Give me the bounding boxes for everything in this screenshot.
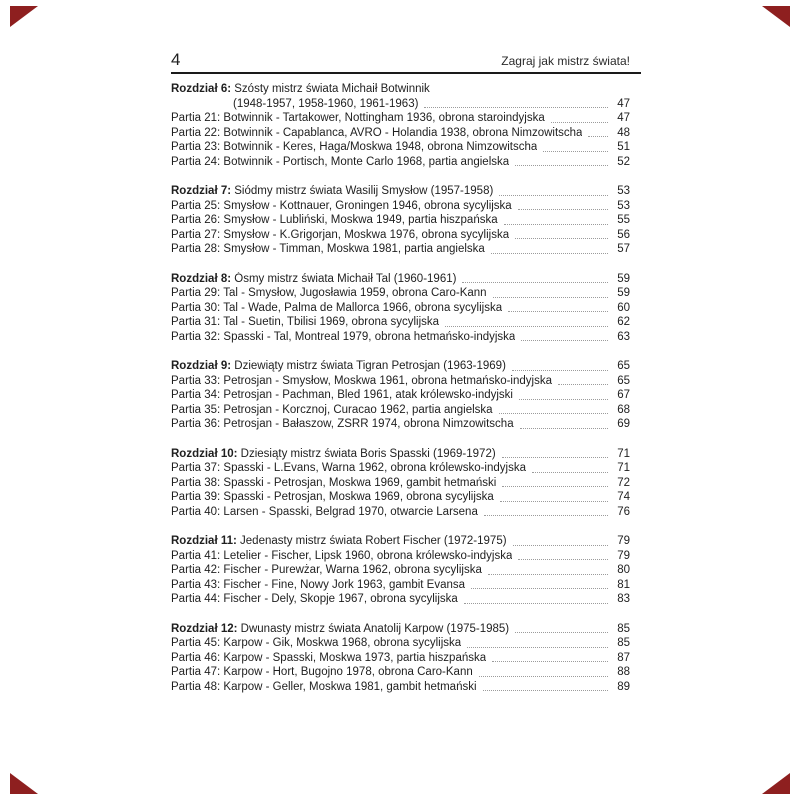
toc-entry [171, 665, 641, 680]
page-ref: 47 [617, 97, 630, 110]
dotted-leader [515, 155, 608, 167]
page-ref: 85 [617, 622, 630, 635]
toc-entry [171, 155, 641, 170]
page-ref: 47 [617, 112, 630, 124]
page-ref: 74 [617, 491, 630, 503]
dotted-leader [515, 228, 608, 240]
toc-entry-text: Partia 23: Botwinnik - Keres, Haga/Moskwa 1948, obrona Nimzowitscha [171, 141, 538, 153]
toc-entry [171, 476, 641, 491]
dotted-leader [424, 97, 608, 109]
toc-chapter-text: Rozdział 8: Ósmy mistrz świata Michaił Tal (1960-1961) [171, 272, 457, 285]
toc-entry [171, 140, 641, 155]
page-ref: 87 [617, 651, 630, 664]
dotted-leader [483, 680, 608, 692]
page-ref: 59 [617, 272, 630, 285]
toc-chapter-text: Rozdział 6: Szósty mistrz świata Michaił Botwinnik [171, 83, 430, 95]
corner-crop-mark-top-right [762, 6, 790, 27]
toc-entry [171, 490, 641, 505]
dotted-leader [532, 461, 608, 473]
dotted-leader [558, 374, 608, 386]
dotted-leader [502, 476, 608, 488]
page-ref: 65 [617, 374, 630, 387]
dotted-leader [513, 534, 608, 546]
toc-chapter-text: Rozdział 7: Siódmy mistrz świata Wasilij Smysłow (1957-1958) [171, 185, 494, 197]
dotted-leader [518, 549, 608, 561]
toc-entry [171, 301, 641, 316]
dotted-leader [484, 505, 608, 517]
page-header [171, 51, 641, 69]
page-ref: 68 [617, 403, 630, 416]
toc-entry-text: Partia 28: Smysłow - Timman, Moskwa 1981, partia angielska [171, 243, 485, 255]
toc-entry-text: Partia 29: Tal - Smysłow, Jugosławia 1959, obrona Caro-Kann [171, 287, 487, 299]
toc-entry [171, 388, 641, 403]
page-ref: 85 [617, 637, 630, 649]
toc-section [171, 184, 641, 257]
toc-entry [171, 461, 641, 476]
page-ref: 79 [617, 549, 630, 562]
table-of-contents [171, 82, 641, 694]
toc-section [171, 622, 641, 695]
page-ref: 81 [617, 578, 630, 591]
dotted-leader [518, 199, 608, 211]
dotted-leader [508, 301, 608, 313]
toc-entry-text: Partia 39: Spasski - Petrosjan, Moskwa 1969, obrona sycylijska [171, 491, 494, 503]
toc-entry [171, 505, 641, 520]
page-ref: 79 [617, 535, 630, 547]
page-ref: 63 [617, 330, 630, 343]
toc-entry-text: Partia 27: Smysłow - K.Grigorjan, Moskwa 1976, obrona sycylijska [171, 228, 510, 241]
page-ref: 51 [617, 141, 630, 153]
toc-entry-text: Partia 41: Letelier - Fischer, Lipsk 1960, obrona królewsko-indyjska [171, 549, 513, 562]
dotted-leader [462, 272, 608, 284]
toc-entry-text: Partia 26: Smysłow - Lubliński, Moskwa 1949, partia hiszpańska [171, 214, 498, 226]
toc-entry-text: Partia 30: Tal - Wade, Palma de Mallorca 1966, obrona sycylijska [171, 301, 503, 314]
page-ref: 52 [617, 155, 630, 168]
toc-entry [171, 330, 641, 345]
toc-entry-text: Partia 42: Fischer - Purewżar, Warna 1962, obrona sycylijska [171, 564, 482, 576]
toc-chapter [171, 534, 641, 549]
page-content [171, 51, 641, 694]
toc-chapter [171, 622, 641, 637]
dotted-leader [519, 388, 608, 400]
page-ref: 55 [617, 214, 630, 226]
toc-entry [171, 680, 641, 695]
toc-section [171, 272, 641, 345]
page-ref: 76 [617, 505, 630, 518]
toc-entry [171, 213, 641, 228]
dotted-leader [464, 592, 608, 604]
toc-entry-text: Partia 22: Botwinnik - Capablanca, AVRO - Holandia 1938, obrona Nimzowitscha [171, 126, 583, 139]
toc-entry [171, 651, 641, 666]
toc-entry [171, 242, 641, 257]
dotted-leader [488, 563, 608, 575]
toc-entry [171, 111, 641, 126]
dotted-leader [588, 126, 608, 138]
toc-entry-text: Partia 31: Tal - Suetin, Tbilisi 1969, obrona sycylijska [171, 316, 440, 328]
dotted-leader [502, 447, 608, 459]
corner-crop-mark-bottom-right [762, 773, 790, 794]
page-ref: 67 [617, 389, 630, 401]
toc-entry [171, 199, 641, 214]
running-title: Zagraj jak mistrz świata! [501, 54, 630, 68]
dotted-leader [504, 213, 608, 225]
toc-entry [171, 417, 641, 432]
page-ref: 53 [617, 185, 630, 197]
page-ref: 83 [617, 593, 630, 605]
page-ref: 80 [617, 564, 630, 576]
page-ref: 89 [617, 680, 630, 693]
toc-entry-text: Partia 44: Fischer - Dely, Skopje 1967, obrona sycylijska [171, 593, 458, 605]
corner-crop-mark-bottom-left [10, 773, 38, 794]
page-ref: 59 [617, 287, 630, 299]
toc-chapter-text: Rozdział 12: Dwunasty mistrz świata Anatolij Karpow (1975-1985) [171, 622, 510, 635]
toc-entry-text: Partia 34: Petrosjan - Pachman, Bled 1961, atak królewsko-indyjski [171, 389, 513, 401]
toc-section [171, 82, 641, 169]
toc-entry-text: Partia 37: Spasski - L.Evans, Warna 1962, obrona królewsko-indyjska [171, 462, 526, 474]
page-ref: 72 [617, 476, 630, 489]
toc-chapter [171, 359, 641, 374]
toc-entry [171, 549, 641, 564]
toc-entry-text: Partia 47: Karpow - Hort, Bugojno 1978, obrona Caro-Kann [171, 666, 473, 678]
page-ref: 57 [617, 243, 630, 255]
dotted-leader [520, 417, 608, 429]
toc-chapter [171, 184, 641, 199]
page-ref: 69 [617, 418, 630, 430]
page-ref: 48 [617, 126, 630, 139]
dotted-leader [467, 636, 608, 648]
dotted-leader [479, 665, 608, 677]
page-ref: 60 [617, 301, 630, 314]
toc-entry [171, 126, 641, 141]
toc-chapter-text: Rozdział 11: Jedenasty mistrz świata Robert Fischer (1972-1975) [171, 535, 507, 547]
toc-section [171, 447, 641, 520]
page-ref: 88 [617, 666, 630, 678]
toc-entry [171, 592, 641, 607]
dotted-leader [515, 622, 608, 634]
toc-chapter-text: Rozdział 10: Dziesiąty mistrz świata Boris Spasski (1969-1972) [171, 447, 496, 460]
page-ref: 62 [617, 316, 630, 328]
dotted-leader [492, 651, 608, 663]
toc-chapter-subtitle-text: (1948-1957, 1958-1960, 1961-1963) [233, 97, 419, 110]
toc-entry [171, 374, 641, 389]
toc-entry [171, 315, 641, 330]
page-ref: 53 [617, 199, 630, 212]
toc-entry-text: Partia 32: Spasski - Tal, Montreal 1979, obrona hetmańsko-indyjska [171, 330, 516, 343]
toc-entry [171, 578, 641, 593]
page-ref: 56 [617, 228, 630, 241]
dotted-leader [512, 359, 608, 371]
dotted-leader [500, 490, 608, 502]
dotted-leader [551, 111, 608, 123]
dotted-leader [445, 315, 608, 327]
dotted-leader [521, 330, 608, 342]
toc-entry-text: Partia 43: Fischer - Fine, Nowy Jork 1963, gambit Evansa [171, 578, 466, 591]
dotted-leader [491, 242, 608, 254]
toc-entry [171, 403, 641, 418]
toc-chapter [171, 447, 641, 462]
toc-chapter [171, 272, 641, 287]
toc-entry-text: Partia 46: Karpow - Spasski, Moskwa 1973, partia hiszpańska [171, 651, 487, 664]
toc-entry [171, 563, 641, 578]
header-rule [171, 72, 641, 74]
toc-entry-text: Partia 38: Spasski - Petrosjan, Moskwa 1969, gambit hetmański [171, 476, 497, 489]
toc-entry-text: Partia 21: Botwinnik - Tartakower, Nottingham 1936, obrona staroindyjska [171, 112, 545, 124]
page-ref: 71 [617, 462, 630, 474]
toc-chapter-text: Rozdział 9: Dziewiąty mistrz świata Tigran Petrosjan (1963-1969) [171, 360, 506, 372]
dotted-leader [493, 286, 608, 298]
dotted-leader [499, 184, 608, 196]
toc-entry-text: Partia 25: Smysłow - Kottnauer, Groningen 1946, obrona sycylijska [171, 199, 512, 212]
toc-entry [171, 636, 641, 651]
dotted-leader [499, 403, 608, 415]
dotted-leader [543, 140, 608, 152]
toc-chapter [171, 82, 641, 97]
toc-entry-text: Partia 35: Petrosjan - Korcznoj, Curacao 1962, partia angielska [171, 403, 493, 416]
toc-entry [171, 228, 641, 243]
toc-entry-text: Partia 48: Karpow - Geller, Moskwa 1981, gambit hetmański [171, 680, 477, 693]
toc-entry [171, 286, 641, 301]
corner-crop-mark-top-left [10, 6, 38, 27]
page-ref: 71 [617, 447, 630, 460]
toc-section [171, 534, 641, 607]
dotted-leader [471, 578, 608, 590]
toc-entry-text: Partia 45: Karpow - Gik, Moskwa 1968, obrona sycylijska [171, 637, 462, 649]
toc-section [171, 359, 641, 432]
toc-entry-text: Partia 33: Petrosjan - Smysłow, Moskwa 1961, obrona hetmańsko-indyjska [171, 374, 552, 387]
toc-chapter-subtitle [171, 97, 641, 112]
toc-entry-text: Partia 24: Botwinnik - Portisch, Monte Carlo 1968, partia angielska [171, 155, 510, 168]
toc-entry-text: Partia 36: Petrosjan - Bałaszow, ZSRR 1974, obrona Nimzowitscha [171, 418, 514, 430]
page-number: 4 [171, 50, 181, 69]
page-ref: 65 [617, 360, 630, 372]
toc-entry-text: Partia 40: Larsen - Spasski, Belgrad 1970, otwarcie Larsena [171, 505, 478, 518]
